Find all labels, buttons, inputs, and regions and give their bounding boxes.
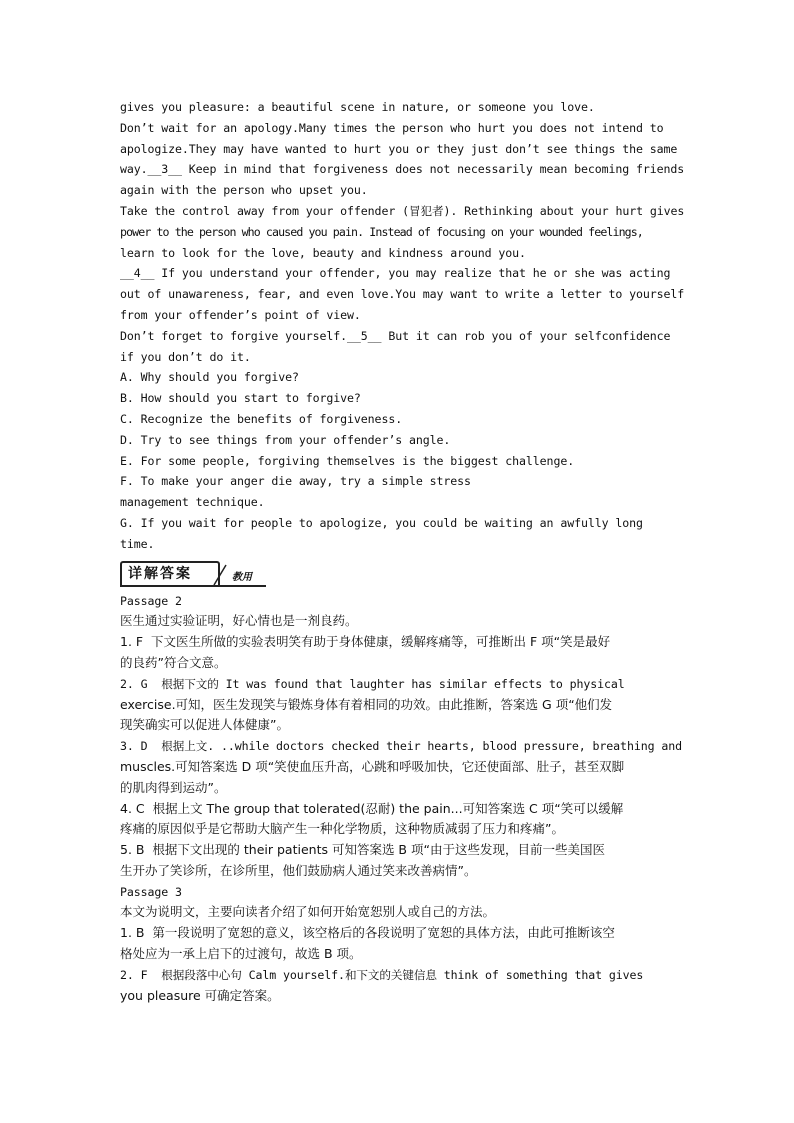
banner-slash-icon bbox=[212, 563, 228, 585]
option-item: F. To make your anger die away, try a simple stress bbox=[120, 474, 471, 489]
text-line: Take the control away from your offender (冒犯者). Rethinking about your hurt gives bbox=[120, 203, 685, 218]
text-line: power to the person who caused you pain. Instead of focusing on your wounded feelings, bbox=[120, 224, 643, 239]
text-line: again with the person who upset you. bbox=[120, 183, 368, 198]
option-item: management technique. bbox=[120, 495, 265, 510]
answer-line: 1. B 第一段说明了宽恕的意义，该空格后的各段说明了宽恕的具体方法，由此可推断该空 bbox=[120, 925, 615, 941]
answer-line: 本文为说明文，主要向读者介绍了如何开始宽恕别人或自己的方法。 bbox=[120, 904, 496, 920]
option-item: G. If you wait for people to apologize, you could be waiting an awfully long bbox=[120, 515, 643, 530]
text-line: if you don’t do it. bbox=[120, 349, 251, 364]
answer-line: Passage 3 bbox=[120, 884, 182, 899]
text-line: way.__3__ Keep in mind that forgiveness does not necessarily mean becoming friends bbox=[120, 162, 685, 177]
text-line: __4__ If you understand your offender, you may realize that he or she was acting bbox=[120, 266, 671, 281]
text-line: Don’t forget to forgive yourself.__5__ But it can rob you of your selfconfidence bbox=[120, 328, 671, 343]
option-item: A. Why should you forgive? bbox=[120, 370, 299, 385]
text-line: apologize.They may have wanted to hurt you or they just don’t see things the same bbox=[120, 141, 678, 156]
option-item: E. For some people, forgiving themselves is the biggest challenge. bbox=[120, 453, 575, 468]
option-list bbox=[120, 367, 710, 554]
answer-line: 的良药”符合文意。 bbox=[120, 654, 227, 670]
answer-line: 的肌肉得到运动”。 bbox=[120, 779, 227, 795]
text-line: learn to look for the love, beauty and kindness around you. bbox=[120, 245, 526, 260]
answer-line: muscles.可知答案选 D 项“笑使血压升高，心跳和呼吸加快，它还使面部、肚子，甚至双脚 bbox=[120, 758, 625, 774]
answer-line: 2. G 根据下文的 It was found that laughter has similar effects to physical bbox=[120, 676, 625, 691]
answer-line: 5. B 根据下文出现的 their patients 可知答案选 B 项“由于这些发现，目前一些美国医 bbox=[120, 842, 605, 858]
answer-banner-tag: 教用 bbox=[232, 571, 252, 583]
document-page bbox=[120, 97, 710, 1006]
answer-line: 医生通过实验证明，好心情也是一剂良药。 bbox=[120, 613, 358, 629]
option-item: C. Recognize the benefits of forgiveness. bbox=[120, 411, 403, 426]
passage-text bbox=[120, 97, 710, 367]
answer-line: Passage 2 bbox=[120, 593, 182, 608]
answer-section bbox=[120, 591, 710, 1007]
text-line: gives you pleasure: a beautiful scene in nature, or someone you love. bbox=[120, 100, 595, 114]
answer-line: you pleasure 可确定答案。 bbox=[120, 987, 280, 1003]
answer-banner bbox=[120, 561, 266, 587]
text-line: from your offender’s point of view. bbox=[120, 307, 361, 322]
answer-line: 1. F 下文医生所做的实验表明笑有助于身体健康，缓解疼痛等，可推断出 F 项“笑是最好 bbox=[120, 634, 611, 650]
option-item: B. How should you start to forgive? bbox=[120, 391, 361, 406]
text-line: Don’t wait for an apology.Many times the person who hurt you does not intend to bbox=[120, 120, 664, 135]
answer-line: 4. C 根据上文 The group that tolerated(忍耐) the pain...可知答案选 C 项“笑可以缓解 bbox=[120, 800, 624, 816]
option-item: D. Try to see things from your offender’s angle. bbox=[120, 432, 451, 447]
answer-banner-title: 详解答案 bbox=[120, 561, 220, 585]
text-line: out of unawareness, fear, and even love.You may want to write a letter to yourself bbox=[120, 287, 685, 302]
answer-line: 3. D 根据上文. ..while doctors checked their hearts, blood pressure, breathing and bbox=[120, 739, 682, 754]
answer-line: 2. F 根据段落中心句 Calm yourself.和下文的关键信息 think of something that gives bbox=[120, 967, 644, 982]
answer-line: 生开办了笑诊所，在诊所里，他们鼓励病人通过笑来改善病情”。 bbox=[120, 862, 477, 878]
option-item: time. bbox=[120, 536, 155, 551]
answer-line: 现笑确实可以促进人体健康”。 bbox=[120, 717, 289, 733]
answer-line: exercise.可知，医生发现笑与锻炼身体有着相同的功效。由此推断，答案选 G 项“他们发 bbox=[120, 696, 613, 712]
answer-line: 格处应为一承上启下的过渡句，故选 B 项。 bbox=[120, 946, 362, 962]
answer-line: 疼痛的原因似乎是它帮助大脑产生一种化学物质，这种物质减弱了压力和疼痛”。 bbox=[120, 821, 564, 837]
